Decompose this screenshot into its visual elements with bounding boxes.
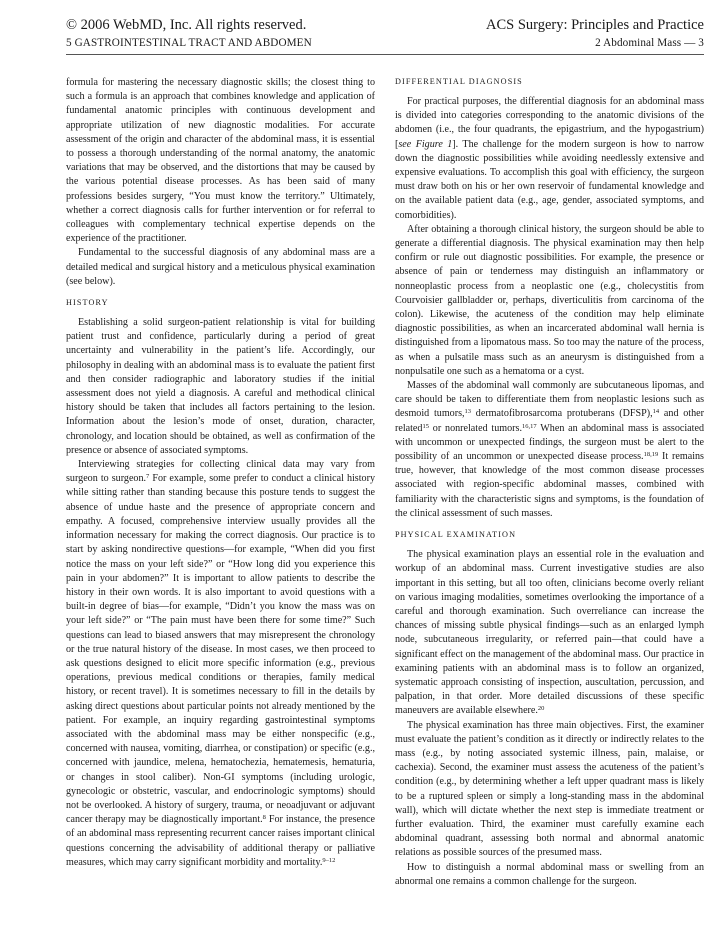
reference-superscript: 7 — [146, 473, 150, 481]
differential-diagnosis-heading: DIFFERENTIAL DIAGNOSIS — [395, 77, 523, 86]
text-run: dermatofibrosarcoma protuberans (DFSP), — [471, 408, 653, 420]
reference-superscript: 13 — [464, 408, 472, 416]
figure-reference: see Figure 1 — [398, 138, 453, 150]
text-run: and other related — [395, 408, 704, 434]
copyright-notice: © 2006 WebMD, Inc. All rights reserved. — [66, 17, 307, 33]
reference-superscript: 18,19 — [643, 451, 659, 459]
left-column — [66, 76, 375, 870]
book-title: ACS Surgery: Principles and Practice — [485, 17, 704, 33]
text-run: Interviewing strategies for collecting clinical data may vary from surgeon to surgeon. — [66, 459, 375, 485]
reference-superscript: 15 — [422, 422, 429, 430]
pe-paragraph-3: How to distinguish a normal abdominal mass or swelling from an abnormal one remains a common challenge for the surgeon. — [395, 861, 704, 887]
history-paragraph-2 — [66, 458, 375, 870]
reference-superscript: 9–12 — [322, 856, 336, 864]
physical-examination-heading: PHYSICAL EXAMINATION — [395, 530, 517, 540]
text-run: or nonrelated tumors. — [428, 422, 522, 434]
text-run: For example, some prefer to conduct a clinical history while sitting rather than standing because this posture tends to suggest the absence of undue haste and the presence of appropriate concern and empathy. A focused, comprehensive interview usually provides all the information necessary for making the correct diagnosis. Our practice is to start by asking nondirective questions—for example, “When did you first notice the mass on your left side?” or “How long did you experience this pain in your abdomen?” It is important to allow patients to describe the history in their own words. It is also important to avoid questions with a built-in degree of bias—for example, “Didn’t you know the mass was on your left side?” or “The pain must have been there for some time?” Such questions can lead to biased answers that may misrepresent the chronology or the true natural history of the disease. In most cases, we then proceed to ask questions designed to elicit more specific information (e.g., previous operations, previous medical conditions or therapies, family medical history, or recent travel). It is sometimes necessary to fill in the details by asking direct questions about particular points not already mentioned by the patient. For example, an inquiry regarding gastrointestinal symptoms associated with the abdominal mass may be either nonspecific (e.g., concerned with nausea, vomiting, diarrhea, or constipation) or specific (e.g., concerned with jaundice, melena, hematochezia, hematemesis, hematuria, or changes in stool caliber). Non-GI symptoms (including urologic, gynecologic or obstetric, vascular, and endocrinologic symptoms) should not be overlooked. A history of surgery, trauma, or neoadjuvant or adjuvant cancer therapy may be diagnostically important. — [66, 473, 375, 826]
reference-superscript: 8 — [262, 814, 266, 822]
ddx-paragraph-3 — [395, 379, 704, 521]
ddx-paragraph-1 — [395, 95, 704, 223]
header-left — [66, 16, 312, 51]
pe-paragraph-1 — [395, 548, 704, 718]
text-run: When an abdominal mass is associated with uncommon or unexpected findings, the surgeon must be alert to the possibility of an uncommon or unexpected disease process. — [395, 422, 704, 463]
header-right — [486, 16, 704, 51]
pe-paragraph-2: The physical examination has three main objectives. First, the examiner must evaluate the patient’s condition as it directly or indirectly relates to the mass (e.g., by noting associated systemic illness, pain, malaise, or cachexia). Second, the examiner must assess the acuteness of the patient’s condition (e.g., by determining whether a left upper quadrant mass is likely to be a ruptured spleen or simply a long-standing mass in the abdominal wall), which will dictate whether the next step is immediate treatment or further evaluation. Third, the examiner must carefully examine each abdominal quadrant, assessing both normal and abnormal anatomic relations as possible sources of the presumed mass. — [395, 719, 704, 859]
intro-paragraph-1: formula for mastering the necessary diagnostic skills; the closest thing to such a formula is an approach that combines knowledge and application of fundamental anatomic principles with continuous development and appropriate utilization of new diagnostic modalities. For accurate assessment of the origin and character of the abdominal mass, it is essential to possess a thorough understanding of the normal anatomy, the anatomic variations that may be observed, and the distortions that may be caused by the various potential disease processes. As has been said of many professions besides surgery, “You must know the territory.” Ultimately, whether a correct diagnosis calls for further intervention or for referral to colleagues with complementary technical expertise depends on the experience of the practitioner. — [66, 77, 375, 245]
chapter-page-label: 2 Abdominal Mass — 3 — [595, 37, 704, 49]
intro-paragraph-2: Fundamental to the successful diagnosis of any abdominal mass are a detailed medical and surgical history and a meticulous physical examination (see below). — [66, 247, 375, 287]
text-run: Masses of the abdominal wall commonly are subcutaneous lipomas, and care should be taken to differentiate them from neoplastic lesions such as desmoid tumors, — [395, 380, 704, 420]
header-rule — [66, 54, 704, 55]
section-title: 5 GASTROINTESTINAL TRACT AND ABDOMEN — [66, 37, 312, 49]
reference-superscript: 16,17 — [522, 422, 537, 430]
right-column — [395, 76, 704, 889]
ddx-paragraph-2: After obtaining a thorough clinical history, the surgeon should be able to generate a differential diagnosis. The physical examination may then help confirm or rule out diagnostic possibilities. For example, the presence or absence of pain or tenderness may distinguish an inflammatory or nonneoplastic process from a neoplastic one (e.g., cholecystitis from Courvoisier gallbladder or, perhaps, diverticulitis from carcinoma of the colon). Likewise, the acuteness of the condition may help eliminate diagnostic possibilities, as when an incarcerated abdominal wall hernia is distinguished from a lipomatous mass. So too may the nature of the process, as when a pulsatile mass such as an aneurysm is distinguished from a nonpulsatile one such as a hematoma or a cyst. — [395, 223, 704, 377]
reference-superscript: 14 — [652, 408, 660, 416]
history-heading: HISTORY — [66, 298, 109, 308]
text-run: It remains true, however, that knowledge of the most common disease processes associated with region-specific abdominal masses, combined with familiarity with the characteristic signs and symptoms, is the foundation of the clinical assessment of such masses. — [395, 451, 704, 519]
text-run: ]. The challenge for the modern surgeon is how to narrow down the diagnostic possibilities while avoiding needlessly extensive and expensive evaluations. To accomplish this goal with efficiency, the surgeon must draw both on his or her own reservoir of fundamental knowledge and on the available patient data (e.g., age, gender, associated symptoms, and comorbidities). — [395, 138, 704, 221]
history-paragraph-1: Establishing a solid surgeon-patient relationship is vital for building patient trust and confidence, particularly during a period of great uncertainty and vulnerability in the patient’s life. Accordingly, our philosophy in dealing with an abdominal mass is to evaluate the patient first and then consider radiographic and laboratory studies if the initial assessment does not yield a diagnosis. A careful and methodical clinical history should be taken that includes all factors pertaining to the lesion. Information about the lesion’s mode of onset, duration, character, chronology, and location should be obtained, as well as confirmation of the presence or absence of associated symptoms. — [66, 317, 375, 456]
text-run: For instance, the presence of an abdominal mass representing recurrent cancer raises important clinical questions concerning the advisability of additional therapy or palliative measures, which may carry significant morbidity and mortality. — [66, 814, 375, 868]
text-run: The physical examination plays an essential role in the evaluation and workup of an abdominal mass. Current investigative studies are also important in this setting, but all too often, clinicians become overly reliant on various imaging modalities, sometimes overlooking the importance of a careful and thorough examination. Such overreliance can increase the chances of missing subtle physical findings—such as an enlarged lymph node, subcutaneous irregularity, or referred pain—that could have a significant effect on the management of the abdominal mass. Our practice in examining patients with an abdominal mass is to follow an organized, systematic approach consisting of inspection, auscultation, percussion, and palpation, in that order. More detailed discussions of these specific maneuvers are available elsewhere. — [395, 549, 704, 717]
reference-superscript: 20 — [537, 705, 545, 713]
text-run: For practical purposes, the differential diagnosis for an abdominal mass is divided into categories corresponding to the anatomic divisions of the abdomen (i.e., the four quadrants, the epigastrium, and the hypogastrium) [ — [395, 96, 704, 150]
